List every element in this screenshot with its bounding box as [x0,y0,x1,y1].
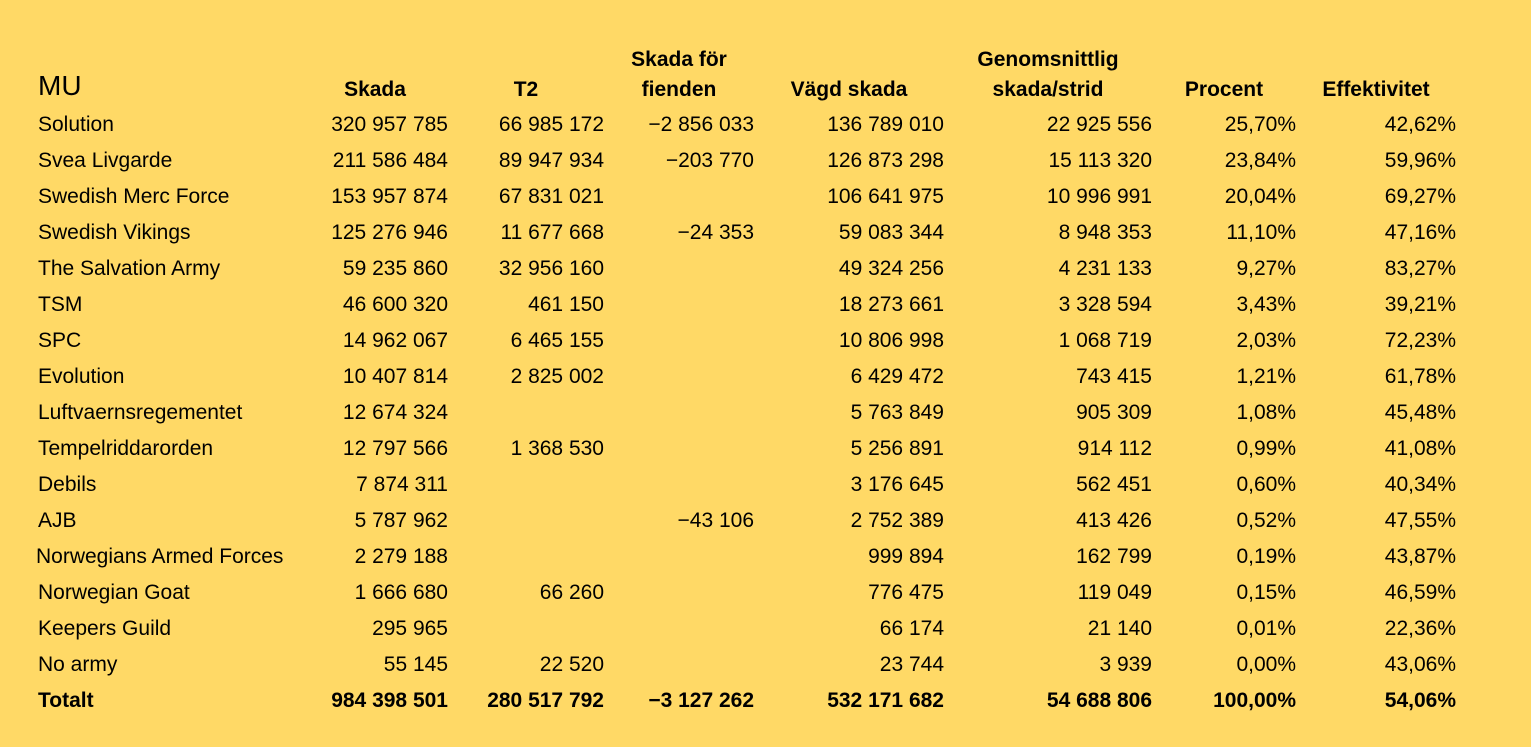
cell-snitt: 22 925 556 [1046,113,1152,136]
cell-effekt: 47,16% [1384,221,1456,244]
cell-name: Debils [38,473,97,496]
cell-snitt: 4 231 133 [1058,257,1152,280]
cell-t2: 66 260 [539,581,604,604]
cell-name: Swedish Vikings [38,221,191,244]
cell-snitt: 21 140 [1087,617,1152,640]
cell-vagd: 59 083 344 [838,221,944,244]
cell-name: Norwegian Goat [38,581,190,604]
cell-name: TSM [38,293,83,316]
total-snitt: 54 688 806 [1046,689,1152,712]
cell-vagd: 999 894 [868,545,944,568]
cell-effekt: 40,34% [1384,473,1456,496]
total-t2: 280 517 792 [487,689,604,712]
cell-procent: 1,08% [1236,401,1296,424]
cell-t2: 32 956 160 [498,257,604,280]
cell-procent: 0,00% [1236,653,1296,676]
table-row [30,431,1456,467]
cell-skada: 1 666 680 [354,581,448,604]
header-genomsnittlig [944,36,1152,107]
total-row [30,683,1456,719]
cell-effekt: 41,08% [1384,437,1456,460]
cell-effekt: 59,96% [1384,149,1456,172]
header-t2: T2 [513,78,539,101]
cell-snitt: 8 948 353 [1058,221,1152,244]
cell-fiende: −203 770 [665,149,754,172]
cell-t2 [448,539,604,575]
header-procent: Procent [1184,78,1264,101]
cell-procent: 2,03% [1236,329,1296,352]
cell-name: Norwegians Armed Forces [36,545,284,568]
cell-skada: 153 957 874 [331,185,448,208]
cell-name: Keepers Guild [38,617,172,640]
cell-effekt: 83,27% [1384,257,1456,280]
header-skada: Skada [344,78,406,101]
cell-skada: 55 145 [383,653,448,676]
cell-fiende [604,611,754,647]
cell-fiende [604,431,754,467]
cell-skada: 10 407 814 [342,365,448,388]
table-row [30,323,1456,359]
cell-effekt: 22,36% [1384,617,1456,640]
table-row [30,179,1456,215]
cell-skada: 12 797 566 [342,437,448,460]
cell-effekt: 42,62% [1384,113,1456,136]
cell-name: Evolution [38,365,125,388]
cell-t2: 67 831 021 [498,185,604,208]
total-effekt: 54,06% [1384,689,1456,712]
cell-name: Tempelriddarorden [38,437,214,460]
cell-procent: 9,27% [1236,257,1296,280]
cell-t2: 1 368 530 [510,437,604,460]
cell-snitt: 3 328 594 [1058,293,1152,316]
cell-effekt: 47,55% [1384,509,1456,532]
table-row [30,611,1456,647]
cell-vagd: 18 273 661 [838,293,944,316]
cell-t2: 11 677 668 [500,221,604,244]
cell-snitt: 743 415 [1076,365,1152,388]
cell-procent: 3,43% [1236,293,1296,316]
table-row [30,467,1456,503]
cell-snitt: 119 049 [1077,581,1152,604]
cell-fiende: −43 106 [677,509,754,532]
cell-procent: 20,04% [1224,185,1296,208]
cell-fiende [604,251,754,287]
cell-vagd: 23 744 [879,653,944,676]
cell-fiende [604,359,754,395]
table-row [30,359,1456,395]
cell-procent: 1,21% [1236,365,1296,388]
cell-vagd: 106 641 975 [827,185,944,208]
header-mu: MU [38,70,82,101]
cell-procent: 0,99% [1236,437,1296,460]
cell-t2 [448,611,604,647]
cell-effekt: 69,27% [1384,185,1456,208]
cell-skada: 320 957 785 [331,113,448,136]
table-row [30,503,1456,539]
cell-fiende [604,467,754,503]
cell-vagd: 3 176 645 [850,473,944,496]
header-genomsnittlig-line1: Genomsnittlig [977,48,1119,71]
table-row [30,143,1456,179]
table-row [30,107,1456,143]
cell-t2: 22 520 [539,653,604,676]
table-row [30,251,1456,287]
cell-t2: 6 465 155 [510,329,604,352]
cell-name: No army [38,653,118,676]
cell-t2 [448,503,604,539]
cell-snitt: 905 309 [1076,401,1152,424]
cell-vagd: 776 475 [868,581,944,604]
table-row [30,287,1456,323]
cell-snitt: 10 996 991 [1046,185,1152,208]
cell-fiende: −24 353 [677,221,754,244]
cell-procent: 23,84% [1224,149,1296,172]
cell-snitt: 914 112 [1077,437,1152,460]
cell-snitt: 162 799 [1076,545,1152,568]
cell-fiende [604,179,754,215]
cell-vagd: 66 174 [879,617,944,640]
cell-skada: 12 674 324 [342,401,448,424]
cell-snitt: 562 451 [1076,473,1152,496]
cell-procent: 0,19% [1236,545,1296,568]
cell-t2: 66 985 172 [498,113,604,136]
table-row [30,215,1456,251]
cell-name: Luftvaernsregementet [38,401,243,424]
cell-procent: 11,10% [1226,221,1296,244]
cell-procent: 0,01% [1236,617,1296,640]
total-name: Totalt [38,689,94,712]
cell-snitt: 413 426 [1076,509,1152,532]
cell-vagd: 2 752 389 [850,509,944,532]
cell-fiende [604,287,754,323]
table-body [30,107,1456,719]
cell-name: AJB [38,509,77,532]
cell-procent: 0,60% [1236,473,1296,496]
cell-skada: 5 787 962 [354,509,448,532]
cell-vagd: 10 806 998 [838,329,944,352]
cell-snitt: 3 939 [1099,653,1152,676]
cell-effekt: 45,48% [1384,401,1456,424]
damage-table [30,36,1456,719]
total-fiende: −3 127 262 [648,689,754,712]
cell-t2: 2 825 002 [510,365,604,388]
header-skada-fienden-line2: fienden [641,78,717,101]
cell-effekt: 43,06% [1384,653,1456,676]
header-skada-fienden-line1: Skada för [631,48,727,71]
cell-vagd: 136 789 010 [827,113,944,136]
cell-vagd: 5 763 849 [850,401,944,424]
cell-fiende [604,323,754,359]
cell-snitt: 1 068 719 [1058,329,1152,352]
header-skada-fienden [604,36,754,107]
header-vagd-skada: Vägd skada [790,78,908,101]
cell-skada: 2 279 188 [354,545,448,568]
cell-fiende: −2 856 033 [648,113,754,136]
header-effektivitet: Effektivitet [1322,78,1430,101]
cell-effekt: 39,21% [1384,293,1456,316]
cell-procent: 0,52% [1236,509,1296,532]
table-row [30,647,1456,683]
cell-vagd: 6 429 472 [850,365,944,388]
cell-skada: 7 874 311 [356,473,448,496]
cell-vagd: 49 324 256 [838,257,944,280]
cell-fiende [604,647,754,683]
cell-effekt: 61,78% [1384,365,1456,388]
cell-procent: 25,70% [1224,113,1296,136]
cell-fiende [604,395,754,431]
table-row [30,575,1456,611]
cell-effekt: 46,59% [1384,581,1456,604]
cell-skada: 14 962 067 [342,329,448,352]
cell-snitt: 15 113 320 [1048,149,1152,172]
cell-name: Solution [38,113,114,136]
header-genomsnittlig-line2: skada/strid [992,78,1104,101]
cell-skada: 211 586 484 [332,149,448,172]
cell-fiende [604,539,754,575]
cell-name: SPC [38,329,82,352]
cell-name: Svea Livgarde [38,149,173,172]
cell-t2 [448,395,604,431]
cell-skada: 295 965 [372,617,448,640]
header-row [30,36,1456,107]
cell-skada: 59 235 860 [342,257,448,280]
cell-name: The Salvation Army [38,257,221,280]
cell-t2: 461 150 [528,293,604,316]
total-skada: 984 398 501 [331,689,448,712]
cell-t2 [448,467,604,503]
total-vagd: 532 171 682 [827,689,944,712]
table-row [30,395,1456,431]
table-row [30,539,1456,575]
cell-name: Swedish Merc Force [38,185,230,208]
cell-procent: 0,15% [1236,581,1296,604]
cell-skada: 46 600 320 [342,293,448,316]
cell-vagd: 5 256 891 [850,437,944,460]
cell-skada: 125 276 946 [331,221,448,244]
total-procent: 100,00% [1213,689,1296,712]
table-header [30,36,1456,107]
cell-t2: 89 947 934 [498,149,604,172]
cell-fiende [604,575,754,611]
cell-effekt: 72,23% [1384,329,1456,352]
cell-vagd: 126 873 298 [827,149,944,172]
cell-effekt: 43,87% [1384,545,1456,568]
